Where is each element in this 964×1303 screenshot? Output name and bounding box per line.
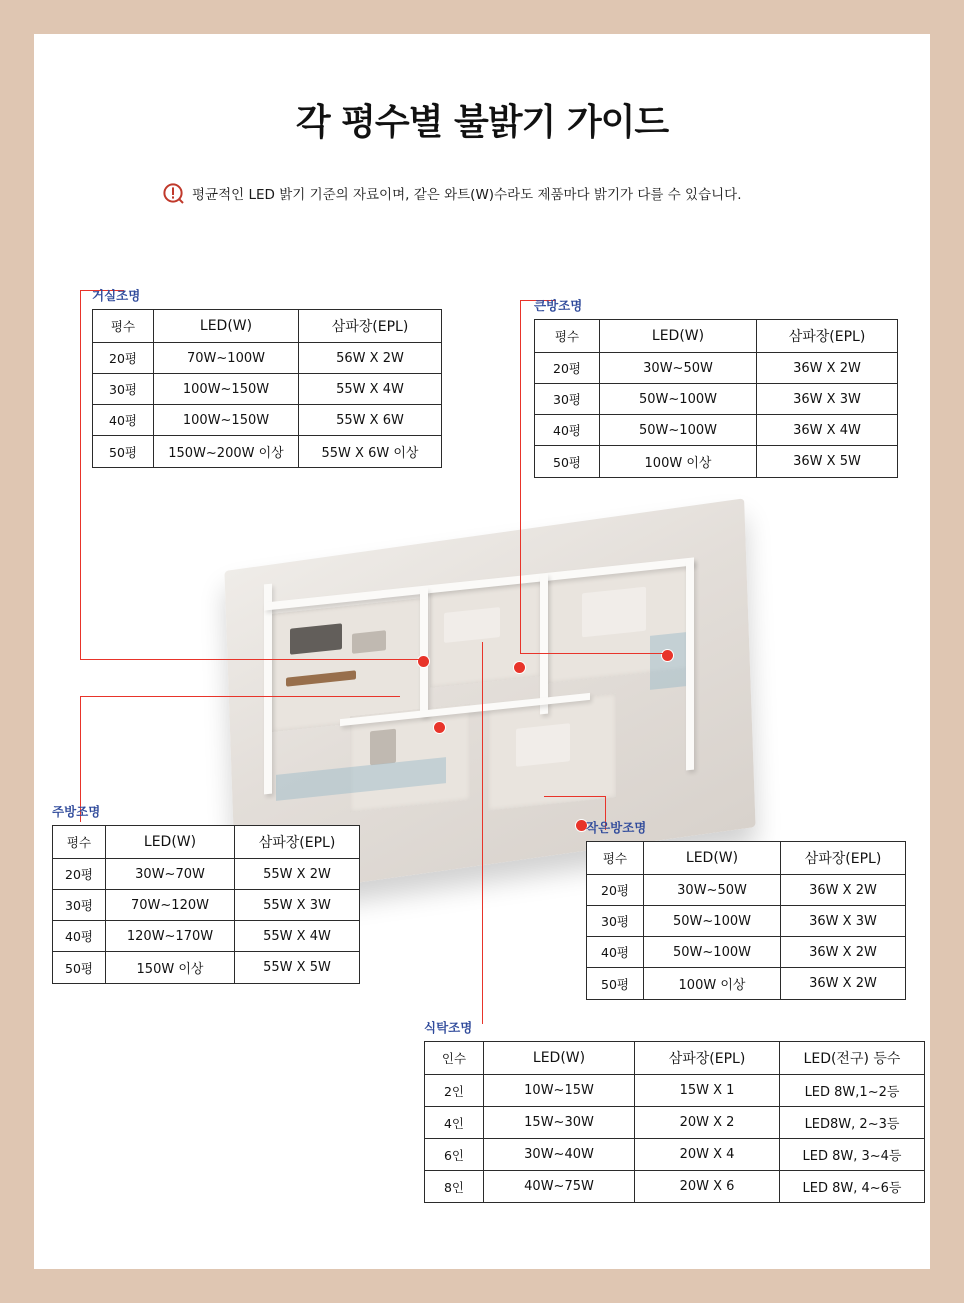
table-bigroom-label: 큰방조명 bbox=[534, 298, 583, 313]
col-header: 평수 bbox=[93, 310, 154, 343]
cell: 50W~100W bbox=[600, 384, 757, 415]
cell: 50W~100W bbox=[644, 906, 781, 937]
cell: 30평 bbox=[587, 906, 644, 937]
cell: 30W~70W bbox=[106, 859, 235, 890]
table-row bbox=[53, 952, 360, 984]
cell: 55W X 2W bbox=[235, 859, 360, 890]
col-header: LED(전구) 등수 bbox=[780, 1042, 925, 1075]
warning-icon bbox=[162, 182, 184, 204]
cell: 20평 bbox=[53, 859, 106, 890]
cell: 55W X 6W 이상 bbox=[299, 436, 442, 468]
table-smallroom bbox=[586, 841, 906, 1000]
cell: 56W X 2W bbox=[299, 343, 442, 374]
table-row bbox=[535, 415, 898, 446]
col-header: LED(W) bbox=[644, 842, 781, 875]
table-dining bbox=[424, 1041, 925, 1203]
cell: 40평 bbox=[53, 921, 106, 952]
table-row bbox=[93, 436, 442, 468]
big-room-marker[interactable] bbox=[662, 650, 673, 661]
cell: 40평 bbox=[535, 415, 600, 446]
col-header: 평수 bbox=[535, 320, 600, 353]
cell: 120W~170W bbox=[106, 921, 235, 952]
table-kitchen-label: 주방조명 bbox=[52, 804, 101, 819]
table-bigroom bbox=[534, 319, 898, 478]
cell: 4인 bbox=[425, 1107, 484, 1139]
cell: 150W~200W 이상 bbox=[154, 436, 299, 468]
table-smallroom-block bbox=[586, 818, 906, 1000]
dining-table bbox=[444, 607, 500, 643]
cell: 36W X 2W bbox=[781, 937, 906, 968]
table-row bbox=[535, 353, 898, 384]
cell: LED 8W, 4~6등 bbox=[780, 1171, 925, 1203]
table-dining-block bbox=[424, 1018, 925, 1203]
cell: 30평 bbox=[53, 890, 106, 921]
col-header: 인수 bbox=[425, 1042, 484, 1075]
cell: 36W X 4W bbox=[757, 415, 898, 446]
cell: 15W~30W bbox=[484, 1107, 635, 1139]
cell: 20W X 2 bbox=[635, 1107, 780, 1139]
cell: 40평 bbox=[93, 405, 154, 436]
cell: 100W 이상 bbox=[600, 446, 757, 478]
cell: 55W X 4W bbox=[299, 374, 442, 405]
col-header: 삼파장(EPL) bbox=[757, 320, 898, 353]
col-header: LED(W) bbox=[106, 826, 235, 859]
wall-inner-1 bbox=[420, 588, 428, 717]
table-row bbox=[93, 374, 442, 405]
cell: 36W X 3W bbox=[781, 906, 906, 937]
kitchen-marker[interactable] bbox=[434, 722, 445, 733]
table-row bbox=[53, 890, 360, 921]
cell: 40W~75W bbox=[484, 1171, 635, 1203]
table-kitchen bbox=[52, 825, 360, 984]
wall-right bbox=[686, 560, 694, 771]
col-header: 평수 bbox=[53, 826, 106, 859]
col-header: 삼파장(EPL) bbox=[235, 826, 360, 859]
cell: 36W X 2W bbox=[781, 968, 906, 1000]
leader-dining-1 bbox=[482, 642, 483, 1024]
cell: 70W~100W bbox=[154, 343, 299, 374]
cell: 10W~15W bbox=[484, 1075, 635, 1107]
bed-big bbox=[582, 587, 646, 638]
table-row bbox=[425, 1171, 925, 1203]
leader-living-1 bbox=[80, 290, 81, 304]
notice-text: 평균적인 LED 밝기 기준의 자료이며, 같은 와트(W)수라도 제품마다 밝기가 다를 수 있습니다. bbox=[192, 187, 742, 203]
cell: 15W X 1 bbox=[635, 1075, 780, 1107]
cell: 40평 bbox=[587, 937, 644, 968]
cell: 20W X 6 bbox=[635, 1171, 780, 1203]
cell: 6인 bbox=[425, 1139, 484, 1171]
table-row bbox=[587, 968, 906, 1000]
cell: 50W~100W bbox=[644, 937, 781, 968]
table-kitchen-block bbox=[52, 802, 360, 984]
table-row bbox=[587, 937, 906, 968]
cell: 55W X 6W bbox=[299, 405, 442, 436]
cell: 36W X 2W bbox=[757, 353, 898, 384]
sofa bbox=[290, 623, 342, 654]
cell: 55W X 3W bbox=[235, 890, 360, 921]
col-header: 삼파장(EPL) bbox=[299, 310, 442, 343]
table-bigroom-block bbox=[534, 296, 898, 478]
cell: 30평 bbox=[93, 374, 154, 405]
col-header: 평수 bbox=[587, 842, 644, 875]
cell: 55W X 4W bbox=[235, 921, 360, 952]
leader-bigroom-3 bbox=[520, 300, 521, 654]
table-living-label: 거실조명 bbox=[92, 288, 141, 303]
cell: 20평 bbox=[93, 343, 154, 374]
cell: 30W~40W bbox=[484, 1139, 635, 1171]
table-row bbox=[53, 859, 360, 890]
cell: LED 8W,1~2등 bbox=[780, 1075, 925, 1107]
col-header: 삼파장(EPL) bbox=[781, 842, 906, 875]
table-header-row bbox=[587, 842, 906, 875]
cell: 8인 bbox=[425, 1171, 484, 1203]
table-row bbox=[93, 343, 442, 374]
col-header: LED(W) bbox=[154, 310, 299, 343]
cell: 100W~150W bbox=[154, 405, 299, 436]
table-row bbox=[587, 875, 906, 906]
window-right bbox=[650, 632, 686, 690]
cell: 20평 bbox=[535, 353, 600, 384]
cell: 100W 이상 bbox=[644, 968, 781, 1000]
cell: 20평 bbox=[587, 875, 644, 906]
table-living bbox=[92, 309, 442, 468]
col-header: LED(W) bbox=[600, 320, 757, 353]
col-header: 삼파장(EPL) bbox=[635, 1042, 780, 1075]
col-header: LED(W) bbox=[484, 1042, 635, 1075]
cell: 70W~120W bbox=[106, 890, 235, 921]
leader-kitchen-1 bbox=[80, 696, 400, 697]
table-row bbox=[535, 384, 898, 415]
poster-page bbox=[34, 34, 930, 1269]
cell: LED 8W, 3~4등 bbox=[780, 1139, 925, 1171]
wall-inner-2 bbox=[540, 574, 548, 715]
table-row bbox=[53, 921, 360, 952]
page-title: 각 평수별 불밝기 가이드 bbox=[295, 102, 669, 143]
living-room-marker[interactable] bbox=[418, 656, 429, 667]
cell: 36W X 3W bbox=[757, 384, 898, 415]
table-header-row bbox=[535, 320, 898, 353]
bathtub bbox=[370, 729, 396, 766]
cell: 50평 bbox=[587, 968, 644, 1000]
cell: 36W X 5W bbox=[757, 446, 898, 478]
dining-marker[interactable] bbox=[514, 662, 525, 673]
cell: 36W X 2W bbox=[781, 875, 906, 906]
bed-small bbox=[516, 723, 570, 767]
leader-bigroom-4 bbox=[520, 653, 664, 654]
cell: 30W~50W bbox=[600, 353, 757, 384]
wall-left bbox=[264, 584, 272, 795]
table-dining-label: 식탁조명 bbox=[424, 1020, 473, 1035]
cell: 30평 bbox=[535, 384, 600, 415]
table-row bbox=[425, 1107, 925, 1139]
cell: 100W~150W bbox=[154, 374, 299, 405]
leader-smallroom-1 bbox=[544, 796, 606, 797]
cell: 20W X 4 bbox=[635, 1139, 780, 1171]
cell: 55W X 5W bbox=[235, 952, 360, 984]
table-living-block bbox=[92, 286, 442, 468]
table-header-row bbox=[53, 826, 360, 859]
cell: 50W~100W bbox=[600, 415, 757, 446]
table-row bbox=[535, 446, 898, 478]
cell: 50평 bbox=[93, 436, 154, 468]
table-row bbox=[93, 405, 442, 436]
table-header-row bbox=[425, 1042, 925, 1075]
table-row bbox=[425, 1075, 925, 1107]
cell: 2인 bbox=[425, 1075, 484, 1107]
table-smallroom-label: 작은방조명 bbox=[586, 820, 647, 835]
table-header-row bbox=[93, 310, 442, 343]
cell: 50평 bbox=[535, 446, 600, 478]
coffee-table bbox=[352, 630, 386, 654]
leader-living-4 bbox=[80, 659, 420, 660]
table-row bbox=[425, 1139, 925, 1171]
leader-living-3 bbox=[80, 304, 81, 660]
cell: 30W~50W bbox=[644, 875, 781, 906]
cell: 50평 bbox=[53, 952, 106, 984]
table-row bbox=[587, 906, 906, 937]
cell: 150W 이상 bbox=[106, 952, 235, 984]
cell: LED8W, 2~3등 bbox=[780, 1107, 925, 1139]
notice-bar bbox=[162, 182, 862, 204]
